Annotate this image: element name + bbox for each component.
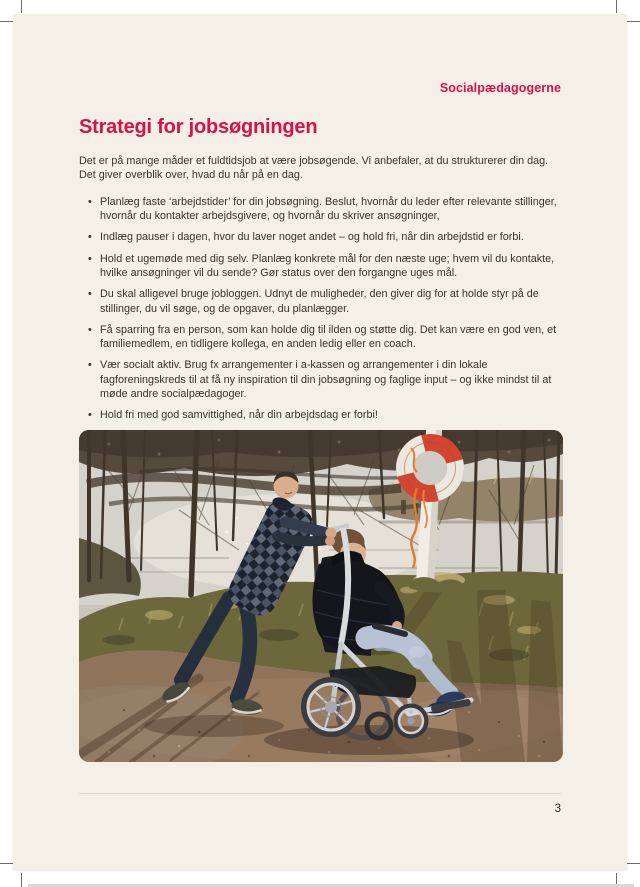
list-item: • Hold fri med god samvittighed, når din arbejdsdag er forbi! [79, 408, 563, 422]
crop-mark [627, 21, 640, 22]
crop-mark [627, 863, 640, 864]
list-item: • Du skal alligevel bruge jobloggen. Udnyt de muligheder, den giver dig for at holde styr på de stillinger, du vil søge, og de opgaver, du planlægger. [79, 287, 563, 316]
list-item: • Vær socialt aktiv. Brug fx arrangementer i a-kassen og arrangementer i din lokale fagforeningskreds til at få ny inspiration til din jobsøgning og faglige input – og ikke mindst til at møde andre socialpædagoger. [79, 358, 563, 401]
page-title: Strategi for jobsøgningen [79, 116, 318, 138]
page-number: 3 [554, 803, 561, 815]
crop-mark [0, 21, 13, 22]
footer-divider [79, 793, 561, 794]
intro-paragraph: Det er på mange måder et fuldtidsjob at være jobsøgende. Vi anbefaler, at du strukturerer din dag. Det giver overblik over, hvad du når på en dag. [79, 155, 549, 182]
crop-mark [616, 0, 617, 13]
bullet-list [79, 195, 563, 423]
crop-mark [21, 873, 22, 887]
list-item: • Hold et ugemøde med dig selv. Planlæg konkrete mål for den næste uge; hvem vil du kontakte, hvilke ansøgninger vil du sende? Gør status over den forgangne uges mål. [79, 252, 563, 281]
photo-illustration [79, 430, 563, 762]
list-item: • Indlæg pauser i dagen, hvor du laver noget andet – og hold fri, når din arbejdstid er forbi. [79, 230, 563, 244]
page [13, 14, 627, 870]
article-photo [79, 430, 563, 762]
list-item: • Få sparring fra en person, som kan holde dig til ilden og støtte dig. Det kan være en god ven, et familiemedlem, en tidligere kollega, en anden ledig eller en coach. [79, 323, 563, 352]
crop-mark [21, 0, 22, 13]
crop-mark [0, 863, 13, 864]
brand-logo: Socialpædagogerne [439, 81, 561, 95]
list-item: • Planlæg faste ‘arbejdstider’ for din jobsøgning. Beslut, hvornår du leder efter relevante stillinger, hvornår du kontakter arbejdsgivere, og hvornår du skriver ansøgninger, [79, 195, 563, 224]
article-column [79, 116, 563, 762]
